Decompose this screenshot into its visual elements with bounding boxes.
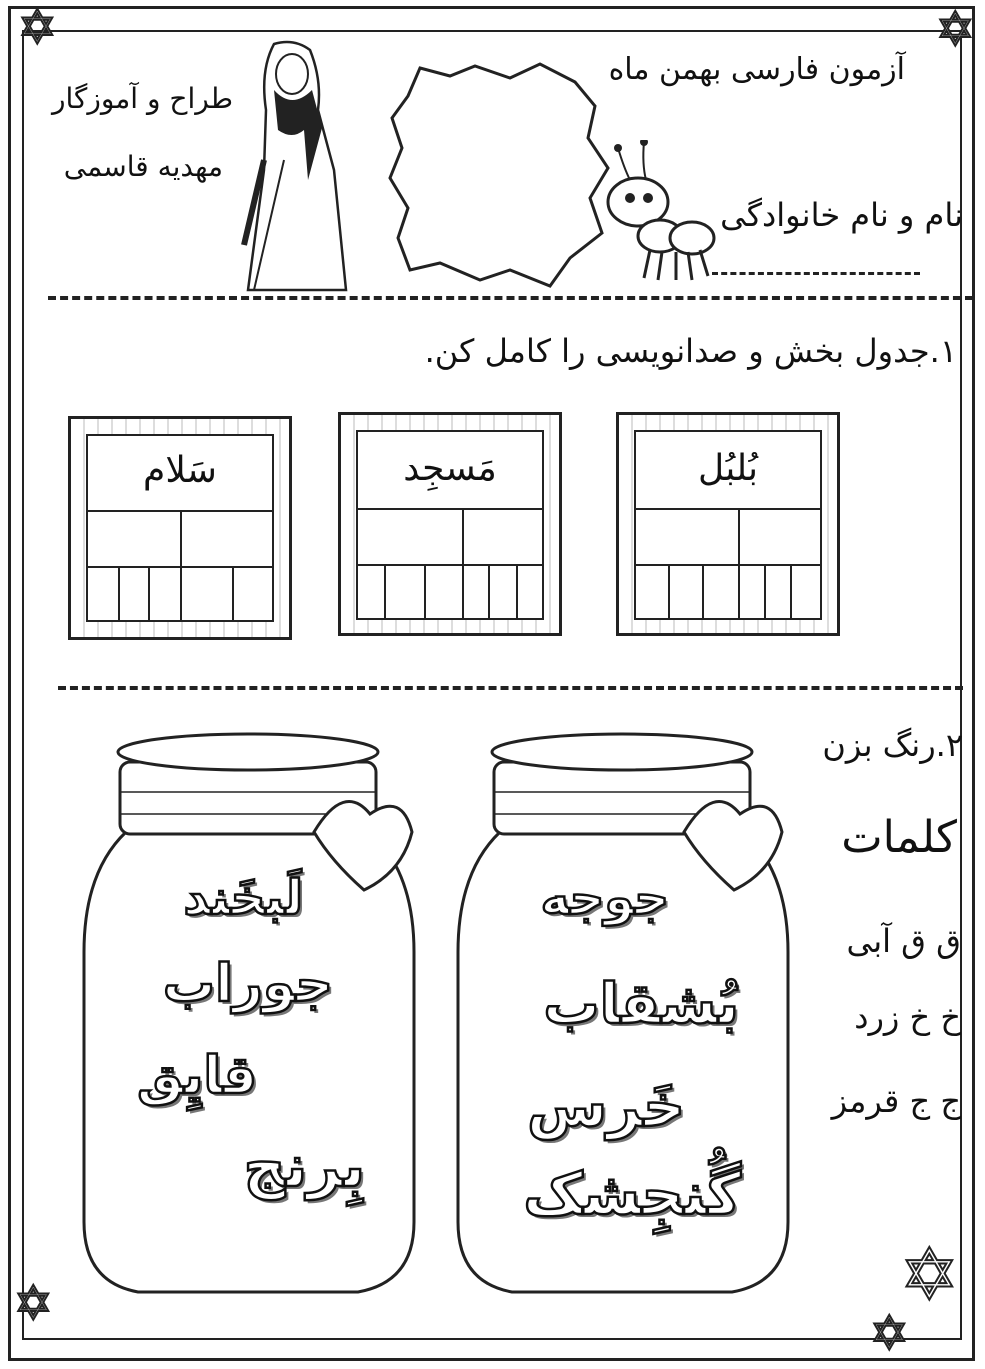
key-letters: خ خ [909, 998, 961, 1036]
syllable-input-cell[interactable] [738, 508, 822, 566]
section1-instruction: ۱.جدول بخش و صدانویسی را کامل کن. [424, 332, 957, 370]
jar-word[interactable]: بِرنج [243, 1132, 365, 1200]
sound-input-cell[interactable] [148, 566, 182, 622]
star-decoration-icon: ✡ [936, 2, 975, 56]
jar-word[interactable]: لَبخَند [183, 870, 303, 926]
jar-word[interactable]: جوراب [162, 954, 333, 1014]
sound-input-cell[interactable] [462, 564, 490, 620]
jar-word[interactable]: قایِق [137, 1046, 257, 1106]
color-key-row [847, 922, 961, 960]
syllable-input-cell[interactable] [462, 508, 544, 566]
jar-word[interactable]: جوجه [540, 870, 669, 926]
key-color: قرمز [831, 1082, 900, 1120]
designer-label: طراح و آموزگار [51, 82, 233, 115]
syllable-input-cell[interactable] [180, 510, 274, 568]
syllable-input-cell[interactable] [634, 508, 740, 566]
table-word: بُلبُل [697, 448, 759, 489]
key-letters: ج ج [909, 1082, 961, 1120]
sound-input-cell[interactable] [356, 564, 386, 620]
star-decoration-icon: ✡ [18, 0, 57, 54]
sound-input-cell[interactable] [384, 564, 426, 620]
sound-input-cell[interactable] [764, 564, 792, 620]
sound-input-cell[interactable] [668, 564, 704, 620]
star-decoration-icon: ✡ [900, 1234, 959, 1316]
teacher-illustration-icon [234, 40, 354, 296]
jar-word[interactable]: خَرس [527, 1072, 685, 1140]
designer-name: مهدیه قاسمی [63, 150, 223, 183]
sound-input-cell[interactable] [424, 564, 464, 620]
torn-paper-frame [380, 58, 620, 288]
key-color: زرد [854, 998, 900, 1036]
sound-input-cell[interactable] [180, 566, 234, 622]
exam-title: آزمون فارسی بهمن ماه [608, 52, 905, 87]
color-key-row [832, 1082, 961, 1120]
star-decoration-icon: ✡ [870, 1306, 909, 1360]
key-letters: ق ق [901, 922, 961, 960]
table-word: مَسجِد [403, 448, 497, 489]
syllable-input-cell[interactable] [86, 510, 182, 568]
name-input-line[interactable] [712, 272, 920, 275]
jar-word[interactable]: گُنجِشک [523, 1160, 741, 1228]
color-key-title: کلمات [841, 812, 957, 863]
color-key-row [854, 998, 961, 1036]
star-decoration-icon: ✡ [14, 1276, 53, 1330]
sound-input-cell[interactable] [738, 564, 766, 620]
sound-input-cell[interactable] [488, 564, 518, 620]
student-name-label: نام و نام خانوادگی [720, 196, 963, 234]
syllable-input-cell[interactable] [356, 508, 464, 566]
sound-input-cell[interactable] [516, 564, 544, 620]
section2-instruction: ۲.رنگ بزن [822, 726, 963, 764]
section-divider [58, 686, 963, 690]
jar-word[interactable]: بُشقاب [543, 972, 739, 1037]
sound-input-cell[interactable] [790, 564, 822, 620]
sound-input-cell[interactable] [118, 566, 150, 622]
ant-illustration-icon [596, 140, 720, 286]
sound-input-cell[interactable] [86, 566, 120, 622]
section-divider [48, 296, 973, 300]
sound-input-cell[interactable] [232, 566, 274, 622]
table-word: سَلام [143, 450, 217, 491]
sound-input-cell[interactable] [634, 564, 670, 620]
key-color: آبی [846, 922, 891, 960]
sound-input-cell[interactable] [702, 564, 740, 620]
